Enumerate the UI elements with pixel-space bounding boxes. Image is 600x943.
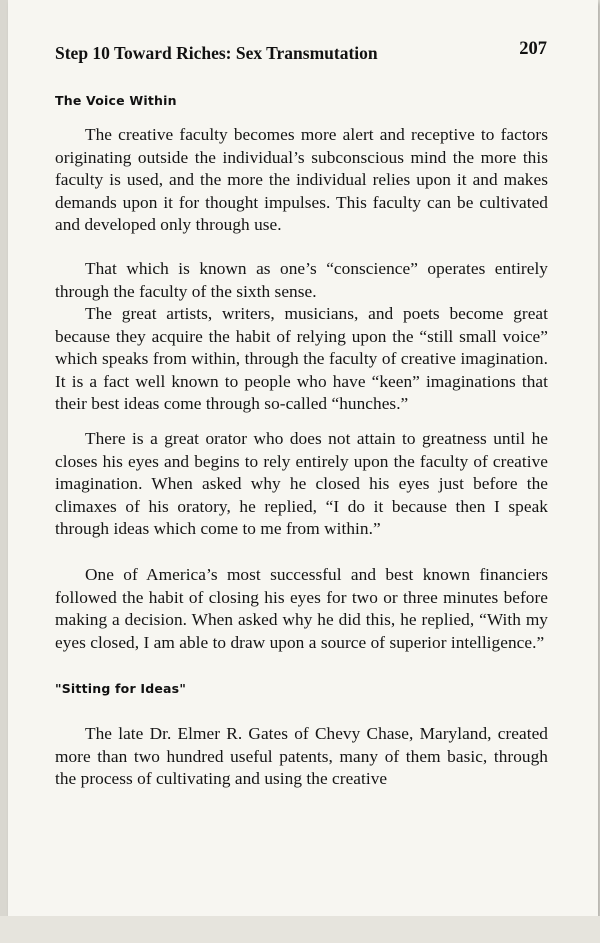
paragraph: There is a great orator who does not attain to greatness until he closes his eyes and begins to rely entirely upon the faculty of creative imagination. When asked why he closed his eyes just before the climaxes of his oratory, he replied, “I do it because then I speak through ideas which come to me from within.”: [55, 429, 548, 538]
book-page: [8, 0, 598, 916]
section-heading-voice-within: The Voice Within: [55, 93, 177, 108]
paragraph: That which is known as one’s “conscience” operates entirely through the faculty of the sixth sense.: [55, 259, 548, 301]
paragraph: One of America’s most successful and best known financiers followed the habit of closing his eyes for two or three minutes before making a decision. When asked why he did this, he replied, “With my eyes closed, I am able to draw upon a source of superior intelligence.”: [55, 565, 548, 652]
chapter-title: Step 10 Toward Riches: Sex Transmutation: [55, 43, 378, 63]
paragraph: The great artists, writers, musicians, and poets become great because they acquire the habit of relying upon the “still small voice” which speaks from within, through the faculty of creative imagination. It is a fact well known to people who have “keen” imaginations that their best ideas come through so-called “hunches.”: [55, 304, 548, 413]
page-number: 207: [519, 39, 547, 59]
section-heading-sitting-for-ideas: "Sitting for Ideas": [55, 681, 187, 696]
paragraph: The late Dr. Elmer R. Gates of Chevy Chase, Maryland, created more than two hundred useful patents, many of them basic, through the process of cultivating and using the creative: [55, 724, 548, 788]
page-edge-shadow: [0, 916, 600, 943]
running-header: [55, 39, 547, 69]
paragraph: The creative faculty becomes more alert and receptive to factors originating outside the individual’s subconscious mind the more this faculty is used, and the more the individual relies upon it and makes demands upon it for thought impulses. This faculty can be cultivated and developed only through use.: [55, 125, 548, 234]
